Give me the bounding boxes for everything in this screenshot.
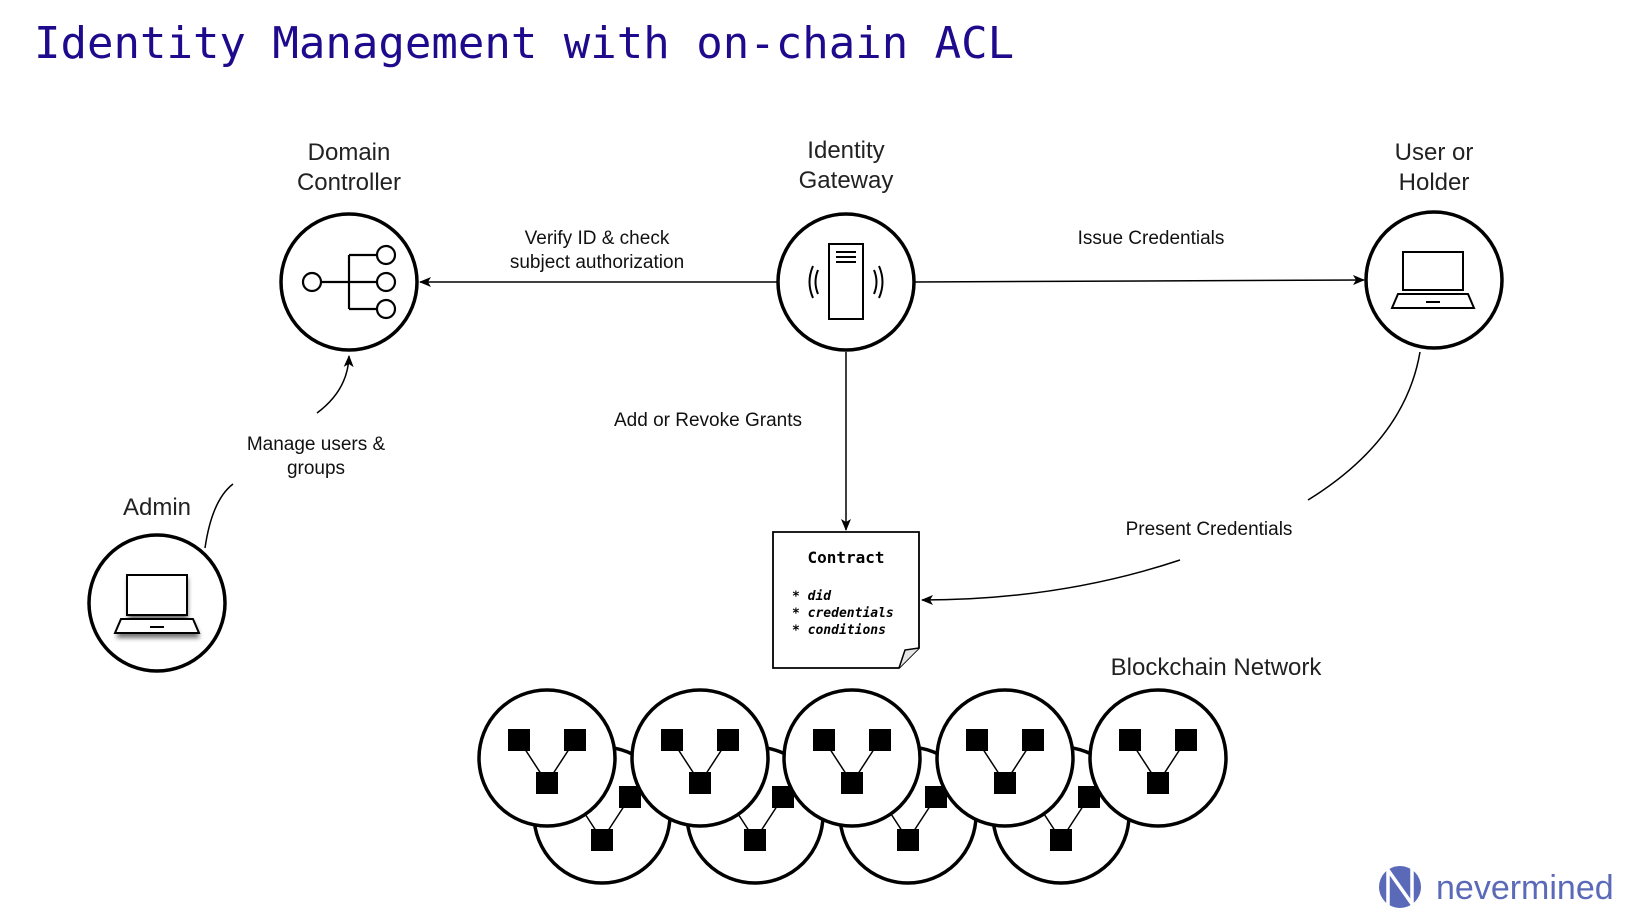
nevermined-logo: [1379, 866, 1614, 908]
manage-label-line1: Manage users &: [246, 434, 386, 455]
user-holder-label-line1: User or: [1394, 139, 1474, 166]
identity-gateway-label-line2: Gateway: [798, 167, 894, 194]
admin-label: Admin: [122, 494, 192, 521]
domain-controller-node[interactable]: [281, 139, 417, 350]
contract-item: * did: [792, 589, 832, 604]
user-holder-node[interactable]: [1366, 139, 1502, 348]
blockchain-node: [479, 690, 615, 826]
manage-label-line2: groups: [286, 458, 346, 479]
domain-controller-label-line2: Controller: [296, 169, 402, 196]
blockchain-node: [784, 690, 920, 826]
present-label: Present Credentials: [1125, 519, 1293, 540]
issue-arrow: [914, 280, 1364, 282]
blockchain-network: [479, 690, 1226, 883]
identity-gateway-label-line1: Identity: [807, 137, 885, 164]
brand-name: nevermined: [1436, 869, 1614, 907]
blockchain-label: Blockchain Network: [1110, 654, 1322, 681]
manage-line-lower: [205, 484, 233, 548]
user-holder-label-line2: Holder: [1398, 169, 1470, 196]
identity-gateway-circle[interactable]: [778, 214, 914, 350]
domain-controller-label-line1: Domain: [307, 139, 391, 166]
blockchain-node: [1090, 690, 1226, 826]
laptop-icon: [115, 575, 199, 633]
contract-document[interactable]: [773, 532, 919, 668]
verify-label-line1: Verify ID & check: [524, 228, 670, 249]
contract-item: * conditions: [792, 623, 886, 638]
identity-gateway-node[interactable]: [778, 137, 914, 350]
manage-arrow: [317, 356, 349, 413]
contract-item: * credentials: [792, 606, 894, 621]
page-title: Identity Management with on-chain ACL: [34, 18, 1015, 69]
blockchain-node: [937, 690, 1073, 826]
blockchain-node: [632, 690, 768, 826]
present-line-upper: [1308, 352, 1420, 500]
verify-label-line2: subject authorization: [509, 252, 685, 273]
grants-label: Add or Revoke Grants: [614, 410, 802, 431]
issue-label: Issue Credentials: [1077, 228, 1225, 249]
contract-title: Contract: [807, 548, 885, 567]
present-arrow: [922, 560, 1180, 600]
admin-node[interactable]: [89, 494, 225, 671]
user-holder-circle[interactable]: [1366, 212, 1502, 348]
